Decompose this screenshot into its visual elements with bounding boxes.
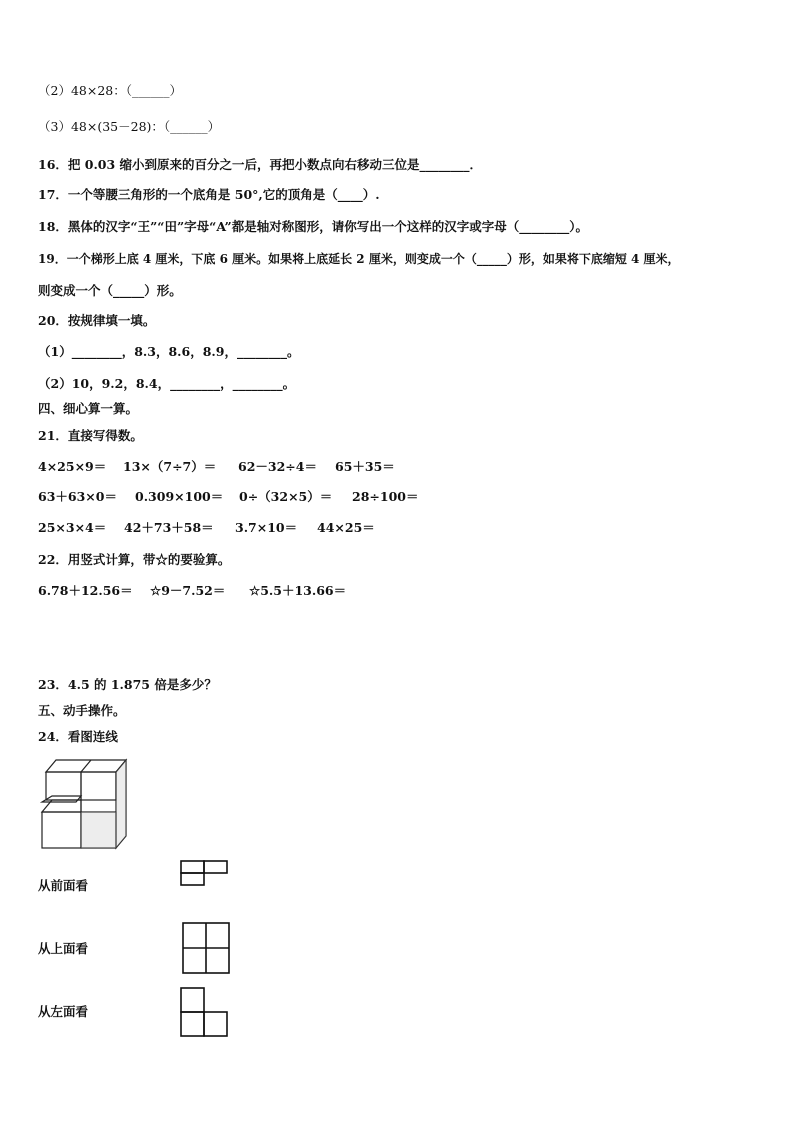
- q21-item: 13×（7÷7）＝: [123, 459, 217, 474]
- q21-item: 0÷（32×5）＝: [239, 489, 333, 504]
- q16: 16．把 0.03 缩小到原来的百分之一后，再把小数点向右移动三位是________．: [38, 157, 483, 172]
- q22-item: ☆5.5＋13.66＝: [249, 583, 347, 598]
- q20-title: 20．按规律填一填。: [38, 313, 156, 328]
- q18: 18．黑体的汉字“王”“田”字母“A”都是轴对称图形，请你写出一个这样的汉字或字母（________）。: [38, 219, 589, 234]
- q15-part3: （3）48×(35－28)：（______）: [38, 119, 221, 134]
- q21-item: 62－32÷4＝: [238, 459, 317, 474]
- q21-item: 28÷100＝: [352, 489, 419, 504]
- q21-item: 44×25＝: [317, 520, 375, 535]
- view-label-front: 从前面看: [38, 878, 89, 893]
- q21-item: 63＋63×0＝: [38, 489, 117, 504]
- q19-line1: 19．一个梯形上底 4 厘米，下底 6 厘米。如果将上底延长 2 厘米，则变成一个（_____）形，如果将下底缩短 4 厘米，: [38, 252, 680, 266]
- q21-item: 4×25×9＝: [38, 459, 107, 474]
- q21-item: 65＋35＝: [335, 459, 395, 474]
- view-label-top: 从上面看: [38, 941, 89, 956]
- q17: 17．一个等腰三角形的一个底角是 50°,它的顶角是（____）.: [38, 187, 380, 202]
- q22-item: 6.78＋12.56＝: [38, 583, 133, 598]
- q21-item: 0.309×100＝: [135, 489, 224, 504]
- q21-item: 25×3×4＝: [38, 520, 107, 535]
- section5-heading: 五、动手操作。: [38, 703, 126, 718]
- q21-item: 3.7×10＝: [235, 520, 298, 535]
- view-shape-front[interactable]: [180, 860, 228, 886]
- view-label-left: 从左面看: [38, 1004, 89, 1019]
- q24-title: 24．看图连线: [38, 729, 118, 744]
- q19-line2: 则变成一个（_____）形。: [38, 283, 182, 298]
- q22-title: 22．用竖式计算，带☆的要验算。: [38, 552, 231, 567]
- section4-heading: 四、细心算一算。: [38, 401, 139, 416]
- q22-item: ☆9－7.52＝: [150, 583, 226, 598]
- q20-part2: （2）10，9.2，8.4，________，________。: [38, 376, 296, 391]
- cube-stack-figure: [38, 756, 130, 852]
- q21-title: 21．直接写得数。: [38, 428, 143, 443]
- view-shape-left[interactable]: [180, 987, 228, 1037]
- q21-item: 42＋73＋58＝: [124, 520, 214, 535]
- q15-part2: （2）48×28：（______）: [38, 83, 182, 98]
- q23: 23．4.5 的 1.875 倍是多少？: [38, 677, 217, 692]
- view-shape-top[interactable]: [182, 922, 230, 974]
- q20-part1: （1）________，8.3，8.6，8.9，________。: [38, 344, 300, 359]
